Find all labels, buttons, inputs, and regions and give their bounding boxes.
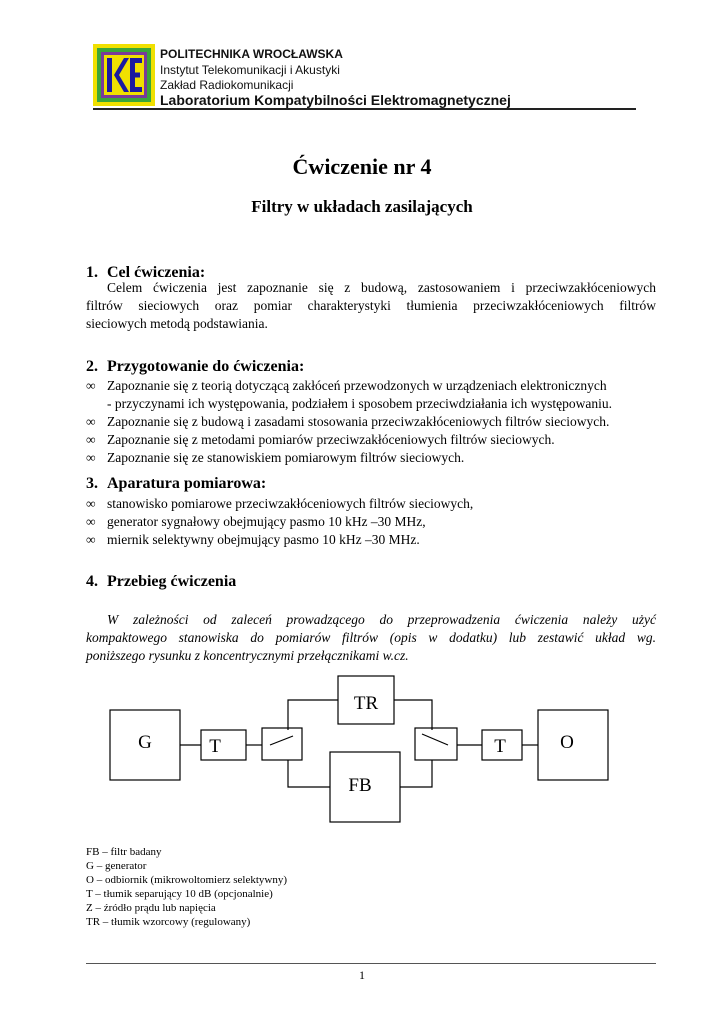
diagram-legend [86,845,287,929]
bullet-icon: ∞ [86,496,96,511]
section-title: Przygotowanie do ćwiczenia: [107,358,305,375]
paragraph-line: W zależności od zaleceń prowadzącego do przeprowadzenia ćwiczenia należy użyć [107,612,656,627]
list-item-text: generator sygnałowy obejmujący pasmo 10 kHz –30 MHz, [107,514,426,529]
paragraph-line: filtrów sieciowych oraz pomiar charakterystyki tłumienia przeciwzakłóceniowych filtrów [86,298,656,313]
institute-name: Instytut Telekomunikacji i Akustyki [160,63,340,77]
list-item [86,513,658,531]
list-item-text: stanowisko pomiarowe przeciwzakłóceniowych filtrów sieciowych, [107,496,474,511]
legend-item: G – generator [86,860,147,872]
bullet-icon: ∞ [86,450,96,465]
legend-item: FB – filtr badany [86,846,162,858]
laboratory-name: Laboratorium Kompatybilności Elektromagnetycznej [160,92,511,108]
department-name: Zakład Radiokomunikacji [160,78,294,92]
page-number: 1 [359,968,365,982]
list-item-text: Zapoznanie się ze stanowiskiem pomiarowym filtrów sieciowych. [107,450,465,465]
list-item-text: Zapoznanie się z teorią dotyczącą zakłóceń przewodzonych w urządzeniach elektronicznych [107,378,607,393]
measurement-setup-diagram [0,660,724,835]
attenuator-label-left: T [209,736,221,757]
bullet-icon: ∞ [86,514,96,529]
legend-item: TR – tłumik wzorcowy (regulowany) [86,916,251,928]
bullet-icon: ∞ [86,532,96,547]
bullet-icon: ∞ [86,432,96,447]
legend-item: T – tłumik separujący 10 dB (opcjonalnie) [86,888,273,900]
university-name: POLITECHNIKA WROCŁAWSKA [160,47,343,61]
list-item [86,449,658,467]
paragraph-line: Celem ćwiczenia jest zapoznanie się z budową, zastosowaniem i przeciwzakłóceniowych [107,280,656,295]
section-number: 1. [86,264,98,281]
footer-divider [86,963,656,964]
section-3-heading [86,475,266,493]
legend-item: Z – źródło prądu lub napięcia [86,902,216,914]
section-title: Aparatura pomiarowa: [107,475,267,492]
receiver-label: O [560,732,574,753]
bullet-icon: ∞ [86,414,96,429]
paragraph-line: sieciowych metodą podstawiania. [86,316,268,331]
generator-label: G [138,732,152,753]
list-item-text: miernik selektywny obejmujący pasmo 10 kHz –30 MHz. [107,532,420,547]
section-2-heading [86,358,304,376]
section-1-paragraph [86,279,656,333]
exercise-subtitle: Filtry w układach zasilających [251,197,473,216]
list-item [86,531,658,549]
reference-attenuator-label: TR [353,693,379,714]
switch-left [262,728,302,760]
list-item [86,377,658,395]
paragraph-line: kompaktowego stanowiska do pomiarów filtrów (opis w dodatku) lub zestawić układ wg. [86,630,656,645]
paragraph-line: poniższego rysunku z koncentrycznymi przełącznikami w.cz. [86,648,409,663]
list-item [86,431,658,449]
bullet-icon: ∞ [86,378,96,393]
list-item-text: Zapoznanie się z metodami pomiarów przeciwzakłóceniowych filtrów sieciowych. [107,432,555,447]
section-title: Cel ćwiczenia: [107,264,206,281]
exercise-title: Ćwiczenie nr 4 [292,154,432,179]
list-item [86,495,658,513]
institute-logo [93,44,155,106]
section-number: 3. [86,475,98,492]
legend-item: O – odbiornik (mikrowoltomierz selektywny) [86,874,288,886]
filter-label: FB [348,775,372,796]
attenuator-block-left [201,730,246,760]
list-item-text: - przyczynami ich występowania, podziałem i sposobem przeciwdziałania ich występowaniu. [107,396,612,411]
section-4-paragraph [86,611,656,665]
list-item-text: Zapoznanie się z budową i zasadami stosowania przeciwzakłóceniowych filtrów sieciowych. [107,414,610,429]
header-divider [93,108,636,110]
attenuator-label-right: T [494,736,506,757]
list-item-continuation [86,395,658,413]
switch-right [415,728,457,760]
list-item [86,413,658,431]
section-title: Przebieg ćwiczenia [107,573,237,590]
section-number: 2. [86,358,98,375]
section-4-heading [86,573,236,591]
section-number: 4. [86,573,98,590]
